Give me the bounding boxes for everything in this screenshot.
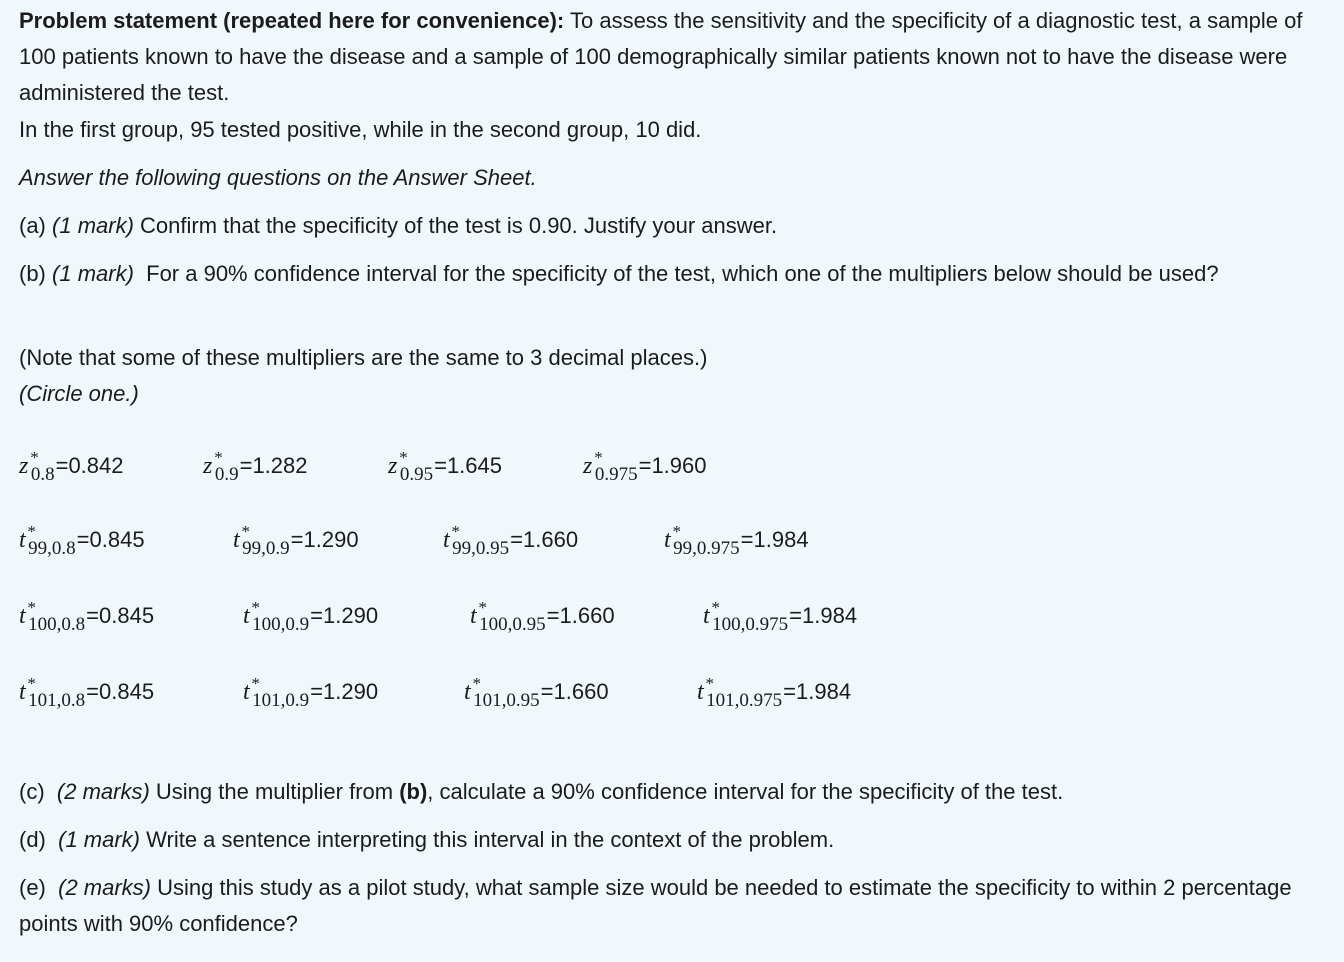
question-a-marks: (1 mark) bbox=[52, 213, 134, 238]
question-c-text-before: Using the multiplier from bbox=[149, 779, 400, 804]
multiplier-note: (Note that some of these multipliers are the same to 3 decimal places.) bbox=[19, 345, 708, 370]
multiplier-symbol: z bbox=[203, 453, 213, 479]
multiplier-option[interactable]: t*100,0.8=0.845 bbox=[19, 598, 155, 635]
question-c-label: (c) bbox=[19, 779, 45, 804]
multiplier-subscript: 99,0.95 bbox=[452, 538, 510, 559]
multiplier-option[interactable]: t*99,0.9=1.290 bbox=[233, 522, 359, 559]
question-a-text: Confirm that the specificity of the test is 0.90. Justify your answer. bbox=[133, 213, 778, 238]
multiplier-value: =1.290 bbox=[310, 679, 379, 704]
multiplier-subscript: 0.8 bbox=[30, 464, 55, 485]
multiplier-symbol: t bbox=[664, 527, 671, 553]
multiplier-option[interactable]: z*0.975=1.960 bbox=[583, 448, 707, 485]
multiplier-option[interactable]: z*0.9=1.282 bbox=[203, 448, 308, 485]
multiplier-subscript: 100,0.95 bbox=[479, 614, 546, 635]
multiplier-value: =1.645 bbox=[434, 453, 502, 478]
multiplier-symbol: z bbox=[583, 453, 593, 479]
multiplier-symbol: t bbox=[470, 603, 477, 629]
multiplier-option[interactable]: z*0.95=1.645 bbox=[388, 448, 502, 485]
question-b bbox=[19, 256, 1331, 292]
multiplier-symbol: t bbox=[703, 603, 710, 629]
question-d bbox=[19, 822, 1331, 858]
question-c-marks: (2 marks) bbox=[56, 779, 150, 804]
multiplier-option[interactable]: t*101,0.975=1.984 bbox=[697, 674, 852, 711]
multiplier-option[interactable]: t*100,0.975=1.984 bbox=[703, 598, 858, 635]
instruction: Answer the following questions on the Answer Sheet. bbox=[19, 165, 537, 190]
multiplier-symbol: z bbox=[388, 453, 398, 479]
multiplier-value: =1.282 bbox=[239, 453, 308, 478]
question-d-label: (d) bbox=[19, 827, 46, 852]
multiplier-option[interactable]: t*100,0.9=1.290 bbox=[243, 598, 379, 635]
multiplier-subscript: 99,0.8 bbox=[28, 538, 76, 559]
multiplier-symbol: t bbox=[443, 527, 450, 553]
multiplier-option[interactable]: t*100,0.95=1.660 bbox=[470, 598, 615, 635]
multiplier-value: =1.984 bbox=[783, 679, 852, 704]
question-e bbox=[19, 870, 1331, 942]
multiplier-option[interactable]: t*99,0.95=1.660 bbox=[443, 522, 579, 559]
question-b-text: For a 90% confidence interval for the specificity of the test, which one of the multipliers below should be used? bbox=[133, 261, 1219, 286]
multiplier-value: =0.845 bbox=[76, 527, 145, 552]
multiplier-option[interactable]: t*101,0.8=0.845 bbox=[19, 674, 155, 711]
circle-instruction: (Circle one.) bbox=[19, 381, 139, 406]
question-e-label: (e) bbox=[19, 875, 46, 900]
multiplier-value: =1.984 bbox=[740, 527, 809, 552]
question-c bbox=[19, 774, 1331, 810]
multiplier-subscript: 0.95 bbox=[399, 464, 434, 485]
multiplier-option[interactable]: t*101,0.9=1.290 bbox=[243, 674, 379, 711]
multiplier-subscript: 0.9 bbox=[214, 464, 239, 485]
question-b-label: (b) bbox=[19, 261, 46, 286]
multiplier-symbol: t bbox=[19, 603, 26, 629]
question-a-label: (a) bbox=[19, 213, 46, 238]
multiplier-symbol: t bbox=[19, 679, 26, 705]
multiplier-value: =1.290 bbox=[290, 527, 359, 552]
multiplier-symbol: z bbox=[19, 453, 29, 479]
problem-text: To assess the sensitivity and the specificity of a diagnostic test, a sample of 100 patients known to have the disease and a sample of 100 demographically similar patients known not to have the disease were administered the test. bbox=[19, 8, 1303, 105]
multiplier-value: =0.845 bbox=[86, 603, 155, 628]
multiplier-option[interactable]: t*101,0.95=1.660 bbox=[464, 674, 609, 711]
multiplier-subscript: 0.975 bbox=[594, 464, 638, 485]
multiplier-subscript: 100,0.975 bbox=[712, 614, 789, 635]
multiplier-symbol: t bbox=[243, 603, 250, 629]
question-b-marks: (1 mark) bbox=[52, 261, 134, 286]
multiplier-value: =1.984 bbox=[789, 603, 858, 628]
problem-statement bbox=[19, 3, 1331, 111]
question-c-text-after: , calculate a 90% confidence interval for the specificity of the test. bbox=[427, 779, 1064, 804]
multiplier-value: =0.845 bbox=[86, 679, 155, 704]
multiplier-option[interactable]: t*99,0.975=1.984 bbox=[664, 522, 809, 559]
multiplier-subscript: 100,0.9 bbox=[252, 614, 310, 635]
multiplier-option[interactable]: t*99,0.8=0.845 bbox=[19, 522, 145, 559]
multiplier-symbol: t bbox=[697, 679, 704, 705]
multiplier-symbol: t bbox=[233, 527, 240, 553]
question-c-ref: (b) bbox=[399, 779, 428, 804]
multiplier-subscript: 100,0.8 bbox=[28, 614, 86, 635]
multiplier-symbol: t bbox=[19, 527, 26, 553]
question-e-text: Using this study as a pilot study, what sample size would be needed to estimate the specificity to within 2 percentage points with 90% confidence? bbox=[19, 875, 1292, 936]
multiplier-value: =1.660 bbox=[510, 527, 579, 552]
multiplier-subscript: 101,0.8 bbox=[28, 690, 86, 711]
multiplier-symbol: t bbox=[243, 679, 250, 705]
question-a bbox=[19, 208, 1331, 244]
multiplier-value: =1.660 bbox=[546, 603, 615, 628]
question-d-text: Write a sentence interpreting this interval in the context of the problem. bbox=[140, 827, 835, 852]
multiplier-value: =1.660 bbox=[540, 679, 609, 704]
multiplier-symbol: t bbox=[464, 679, 471, 705]
problem-result: In the first group, 95 tested positive, while in the second group, 10 did. bbox=[19, 117, 702, 142]
multiplier-subscript: 99,0.9 bbox=[242, 538, 290, 559]
multiplier-value: =1.960 bbox=[638, 453, 707, 478]
multiplier-option[interactable]: z*0.8=0.842 bbox=[19, 448, 124, 485]
multiplier-value: =1.290 bbox=[310, 603, 379, 628]
multiplier-subscript: 101,0.9 bbox=[252, 690, 310, 711]
multiplier-subscript: 101,0.95 bbox=[473, 690, 540, 711]
multiplier-value: =0.842 bbox=[55, 453, 124, 478]
multiplier-subscript: 101,0.975 bbox=[706, 690, 783, 711]
problem-heading: Problem statement (repeated here for convenience): bbox=[19, 8, 565, 33]
question-e-marks: (2 marks) bbox=[58, 875, 152, 900]
question-d-marks: (1 mark) bbox=[58, 827, 141, 852]
multiplier-subscript: 99,0.975 bbox=[673, 538, 740, 559]
